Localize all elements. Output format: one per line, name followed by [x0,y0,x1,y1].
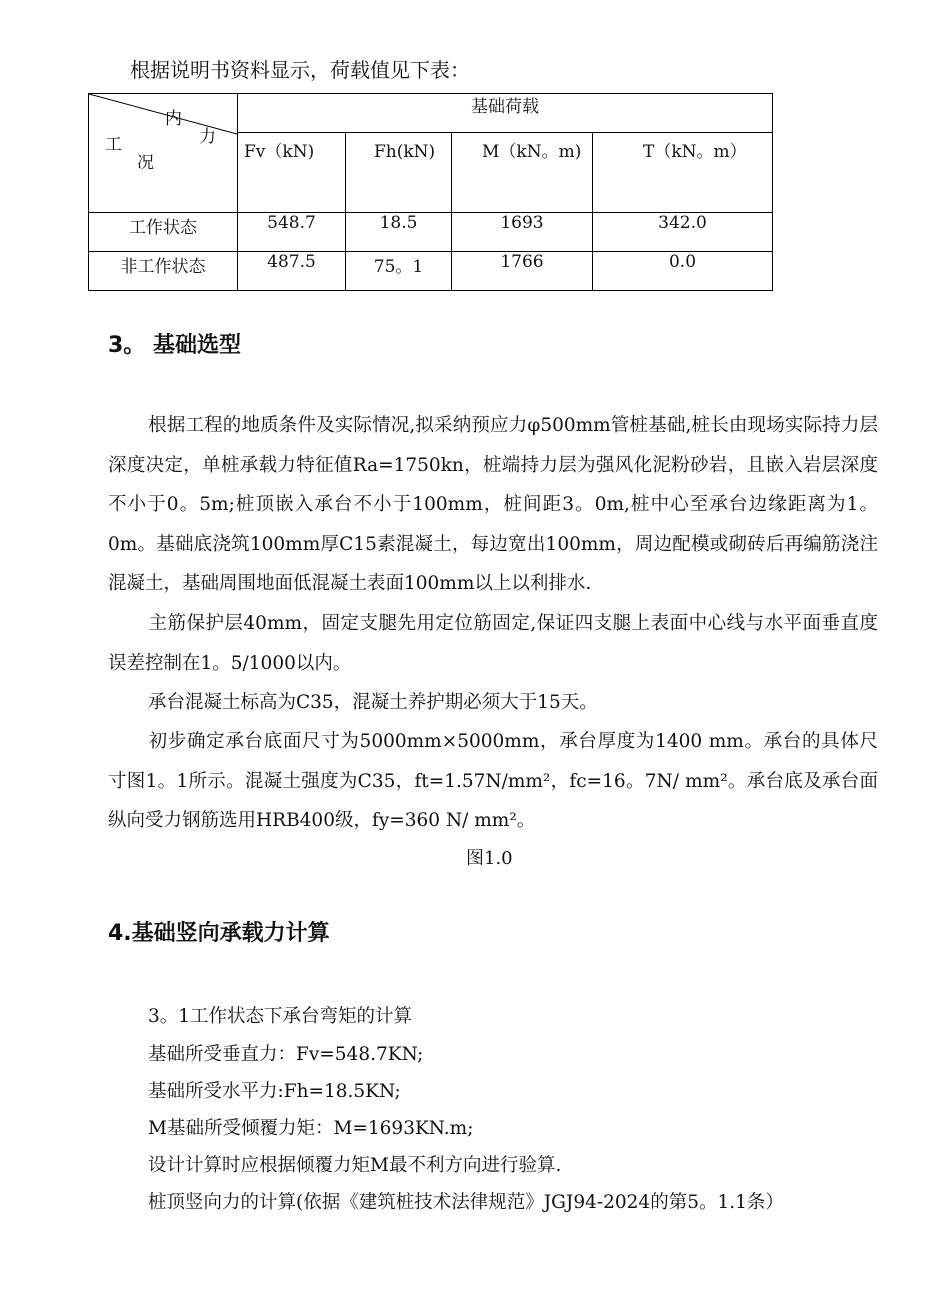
table-cell: 18.5 [346,213,452,252]
column-header: Fv（kN) [238,133,346,213]
table-cell: 487.5 [238,252,346,291]
table-corner-cell [89,94,238,213]
column-header: T（kN。m） [593,133,773,213]
row-label: 工作状态 [89,213,238,252]
table-cell: 548.7 [238,213,346,252]
paragraph-text: 主筋保护层40mm，固定支腿先用定位筋固定,保证四支腿上表面中心线与水平面垂直度误差控制在1。5/1000以内。 [108,613,878,674]
table-row [89,213,773,252]
table-cell: 1693 [452,213,593,252]
paragraph-text: 承台混凝土标高为C35，混凝土养护期必须大于15天。 [148,692,598,713]
table-cell: 75。1 [346,252,452,291]
section-4-heading: 4.基础竖向承载力计算 [108,921,330,946]
intro-text: 根据说明书资料显示，荷载值见下表： [130,58,470,82]
row-label: 非工作状态 [89,252,238,291]
section-3-paragraph-1 [108,406,878,604]
calc-line: 基础所受水平力:Fh=18.5KN; [148,1081,401,1102]
group-header: 基础荷载 [238,94,773,133]
load-table [88,93,773,291]
calc-line: 3。1工作状态下承台弯矩的计算 [148,1006,413,1027]
section-3-paragraph-3 [108,683,878,723]
section-3-paragraph-4 [108,722,878,841]
calc-line: 基础所受垂直力：Fv=548.7KN; [148,1044,424,1065]
paragraph-text: 初步确定承台底面尺寸为5000mm×5000mm，承台厚度为1400 mm。承台的具体尺寸图1。1所示。混凝土强度为C35，ft=1.57N/mm²，fc=16。7N/ mm²。承台底及承台面纵向受力钢筋选用HRB400级，fy=360 N/ mm²。 [108,731,878,831]
corner-top-label: 内 [165,109,182,129]
table-cell: 1766 [452,252,593,291]
section-3-heading: 3。 基础选型 [108,333,241,358]
table-cell: 342.0 [593,213,773,252]
column-header: M（kN。m) [452,133,593,213]
table-row [89,252,773,291]
corner-right-label: 力 [199,127,216,147]
corner-bottom-label: 况 [137,153,154,173]
table-cell: 0.0 [593,252,773,291]
calc-line: M基础所受倾覆力矩：M=1693KN.m; [148,1118,474,1139]
figure-caption: 图1.0 [466,848,513,869]
column-header: Fh(kN) [346,133,452,213]
calc-line: 桩顶竖向力的计算(依据《建筑桩技术法律规范》JGJ94-2024的第5。1.1条） [148,1192,784,1213]
section-3-paragraph-2 [108,604,878,683]
paragraph-text: 根据工程的地质条件及实际情况,拟采纳预应力φ500mm管桩基础,桩长由现场实际持力层深度决定，单桩承载力特征值Ra=1750kn，桩端持力层为强风化泥粉砂岩，且嵌入岩层深度不小于0。5m;桩顶嵌入承台不小于100mm，桩间距3。0m,桩中心至承台边缘距离为1。0m。基础底浇筑100mm厚C15素混凝土，每边宽出100mm，周边配模或砌砖后再编筋浇注混凝土，基础周围地面低混凝土表面100mm以上以利排水. [108,415,878,594]
calc-line: 设计计算时应根据倾覆力矩M最不利方向进行验算. [148,1155,562,1176]
corner-left-label: 工 [105,135,122,155]
